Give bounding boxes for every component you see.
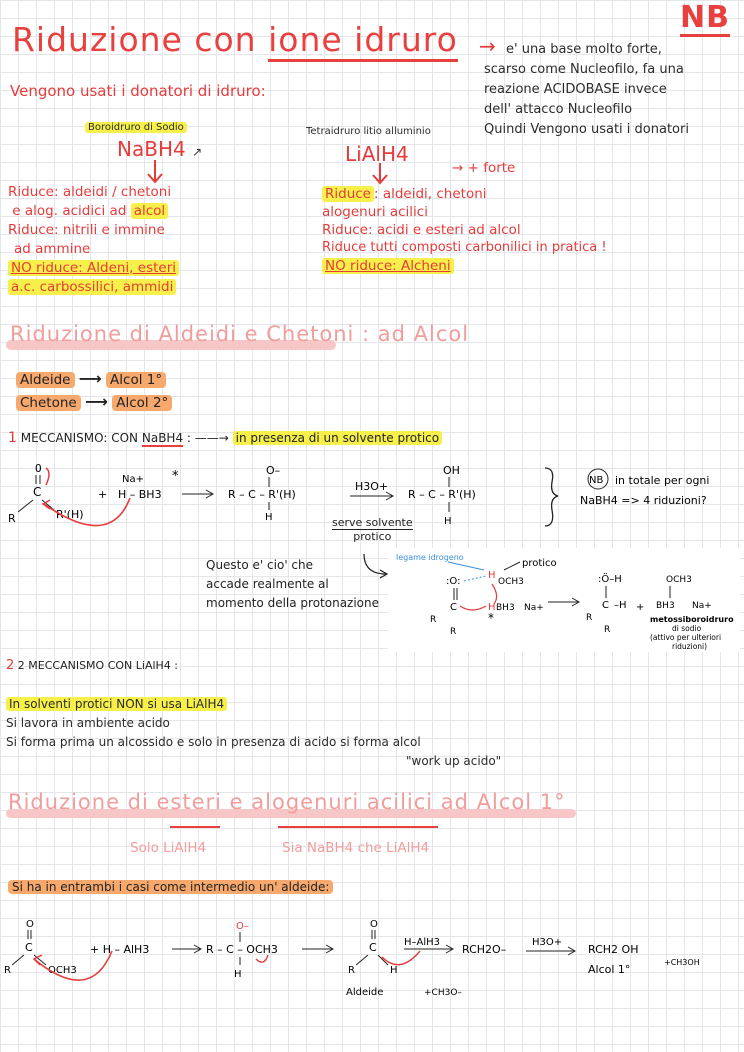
svg-text:H – BH3: H – BH3	[118, 488, 162, 501]
solvent-note: serve solvente protico	[332, 516, 413, 543]
nb-note: e' una base molto forte, scarso come Nucleofilo, fa una reazione ACIDOBASE invece dell' attacco Nucleofilo Quindi Vengono usati i donatori	[484, 42, 689, 137]
svg-text:C: C	[33, 485, 42, 499]
svg-text:NaBH4 => 4 riduzioni?: NaBH4 => 4 riduzioni?	[580, 494, 707, 507]
nabh4-line: Riduce: aldeidi / chetoni	[8, 184, 172, 200]
svg-text:protico: protico	[522, 558, 557, 569]
textbook-figure	[388, 548, 740, 652]
svg-text:Alcol 1°: Alcol 1°	[588, 963, 631, 976]
svg-text:H: H	[488, 570, 496, 581]
svg-text:+: +	[636, 602, 645, 613]
svg-text:(attivo per ulteriori: (attivo per ulteriori	[650, 633, 722, 642]
svg-text:in totale per ogni: in totale per ogni	[615, 474, 710, 487]
svg-text:*: *	[488, 611, 494, 625]
svg-text:R'(H): R'(H)	[56, 508, 84, 521]
svg-text:C: C	[25, 941, 33, 954]
conversion-row: Aldeide ⟶ Alcol 1°	[16, 368, 172, 391]
svg-text:R: R	[8, 512, 16, 525]
mech2-heading: 2 2 MECCANISMO CON LiAlH4 :	[6, 658, 179, 673]
donors-heading: Vengono usati i donatori di idruro:	[10, 82, 266, 100]
svg-text:*: *	[172, 469, 179, 484]
svg-text:BH3: BH3	[656, 601, 675, 611]
svg-text:H: H	[444, 516, 452, 527]
svg-text:O: O	[370, 919, 378, 930]
svg-text:+CH3OH: +CH3OH	[664, 958, 700, 967]
svg-text:riduzioni): riduzioni)	[672, 642, 708, 651]
conversion-row: Chetone ⟶ Alcol 2°	[16, 391, 172, 414]
lialh4-line: Riduce: acidi e esteri ad alcol	[322, 222, 521, 238]
nabh4-line: Riduce: nitrili e immine	[8, 222, 165, 238]
mech2-line: Si forma prima un alcossido e solo in presenza di acido si forma alcol	[6, 735, 421, 749]
svg-text:metossiboroidruro: metossiboroidruro	[650, 615, 734, 624]
svg-text:legame idrogeno: legame idrogeno	[396, 553, 464, 562]
svg-text:di sodio: di sodio	[672, 624, 702, 633]
svg-text:OCH3: OCH3	[48, 965, 77, 976]
underline-esters	[170, 826, 220, 828]
svg-text:OCH3: OCH3	[498, 577, 524, 587]
ester-reduction-scheme	[0, 915, 744, 1005]
svg-text:O–: O–	[236, 921, 249, 932]
svg-text:RCH2O–: RCH2O–	[462, 943, 507, 956]
mechanism-figure	[388, 548, 740, 652]
svg-text:R – C – R'(H): R – C – R'(H)	[408, 488, 476, 501]
section-title-esters: Riduzione di esteri e alogenuri acilici ad Alcol 1°	[8, 790, 566, 814]
lialh4-name: Tetraidruro litio alluminio	[306, 126, 431, 137]
svg-text:NB: NB	[589, 475, 604, 486]
nb-badge: NB	[680, 0, 730, 35]
svg-text:Na+: Na+	[524, 603, 544, 613]
lialh4-line: Riduce : aldeidi, chetoni	[322, 185, 607, 203]
svg-text:R – C – R'(H): R – C – R'(H)	[228, 488, 296, 501]
lialh4-formula: LiAlH4	[345, 142, 409, 166]
sub-left: Solo LiAlH4	[130, 840, 207, 856]
conversion-table	[16, 368, 172, 414]
svg-text:O: O	[35, 462, 42, 475]
svg-text:C: C	[602, 600, 609, 611]
intermediate-note: Si ha in entrambi i casi come intermedio un' aldeide:	[8, 880, 333, 894]
svg-text:H3O+: H3O+	[532, 937, 563, 948]
sub-right: Sia NaBH4 che LiAlH4	[282, 840, 430, 856]
svg-text:H: H	[390, 965, 398, 976]
svg-text:+ H – AlH3: + H – AlH3	[90, 943, 150, 956]
svg-text:H3O+: H3O+	[355, 480, 389, 493]
svg-text::Ö–H: :Ö–H	[598, 574, 622, 585]
stronger-note: → + forte	[452, 160, 516, 176]
mech2-line: Si lavora in ambiente acido	[6, 716, 170, 730]
svg-text:R: R	[430, 615, 437, 625]
nabh4-line: e alog. acidici ad alcol	[8, 202, 179, 221]
svg-text:O: O	[26, 919, 34, 930]
mech2-list	[6, 695, 501, 771]
underline-acyl	[278, 826, 438, 828]
page-title: Riduzione con ione idruro	[12, 20, 458, 59]
protonation-note: Questo e' cio' che accade realmente al momento della protonazione	[206, 558, 380, 610]
lialh4-line: Riduce tutti composti carbonilici in pratica !	[322, 240, 607, 255]
nabh4-name: Boroidruro di Sodio	[85, 122, 187, 133]
svg-text:C: C	[369, 941, 377, 954]
svg-text:+CH3O–: +CH3O–	[424, 988, 462, 998]
svg-text:+: +	[98, 488, 108, 501]
svg-text:R: R	[604, 625, 611, 635]
svg-text:BH3: BH3	[496, 603, 515, 613]
mech2-line: In solventi protici NON si usa LiAlH4	[6, 695, 501, 714]
nabh4-list	[8, 183, 179, 297]
svg-text:Aldeide: Aldeide	[346, 987, 384, 998]
svg-text:R: R	[348, 965, 355, 976]
svg-text:H: H	[488, 602, 496, 613]
lialh4-line: NO riduce: Alcheni	[322, 257, 607, 275]
svg-text:Na+: Na+	[692, 601, 712, 611]
svg-text:–H: –H	[614, 600, 627, 611]
title-arrow: →	[479, 34, 496, 58]
arrow-down-icon	[370, 163, 390, 187]
svg-text:O–: O–	[266, 464, 281, 477]
mech1-heading: 1 MECCANISMO: CON NaBH4 : ——→ in presenza di un solvente protico	[8, 430, 442, 446]
lialh4-list	[322, 185, 607, 275]
nabh4-formula: NaBH4 ↗	[117, 137, 203, 161]
svg-text:C: C	[450, 602, 457, 613]
nabh4-line: ad ammine	[14, 241, 91, 257]
mech2-line: "work up acido"	[406, 754, 502, 768]
nabh4-line: NO riduce: Aldeni, esteri	[8, 259, 179, 278]
svg-text:H: H	[265, 512, 273, 523]
svg-text:RCH2 OH: RCH2 OH	[588, 943, 639, 956]
svg-text:R: R	[4, 965, 11, 976]
svg-text:H: H	[234, 969, 242, 980]
svg-text:H–AlH3: H–AlH3	[404, 937, 441, 948]
nabh4-line: a.c. carbossilici, ammidi	[8, 278, 179, 297]
section-title-aldehydes: Riduzione di Aldeidi e Chetoni : ad Alcol	[10, 322, 470, 346]
svg-text:OH: OH	[443, 464, 460, 477]
svg-text:OCH3: OCH3	[666, 575, 692, 585]
lialh4-line: alogenuri acilici	[322, 204, 428, 220]
svg-text::O:: :O:	[446, 576, 461, 587]
svg-text:R – C – OCH3: R – C – OCH3	[206, 943, 278, 956]
svg-text:R: R	[586, 613, 593, 623]
svg-text:Na+: Na+	[122, 474, 144, 485]
svg-text:R: R	[450, 627, 457, 637]
